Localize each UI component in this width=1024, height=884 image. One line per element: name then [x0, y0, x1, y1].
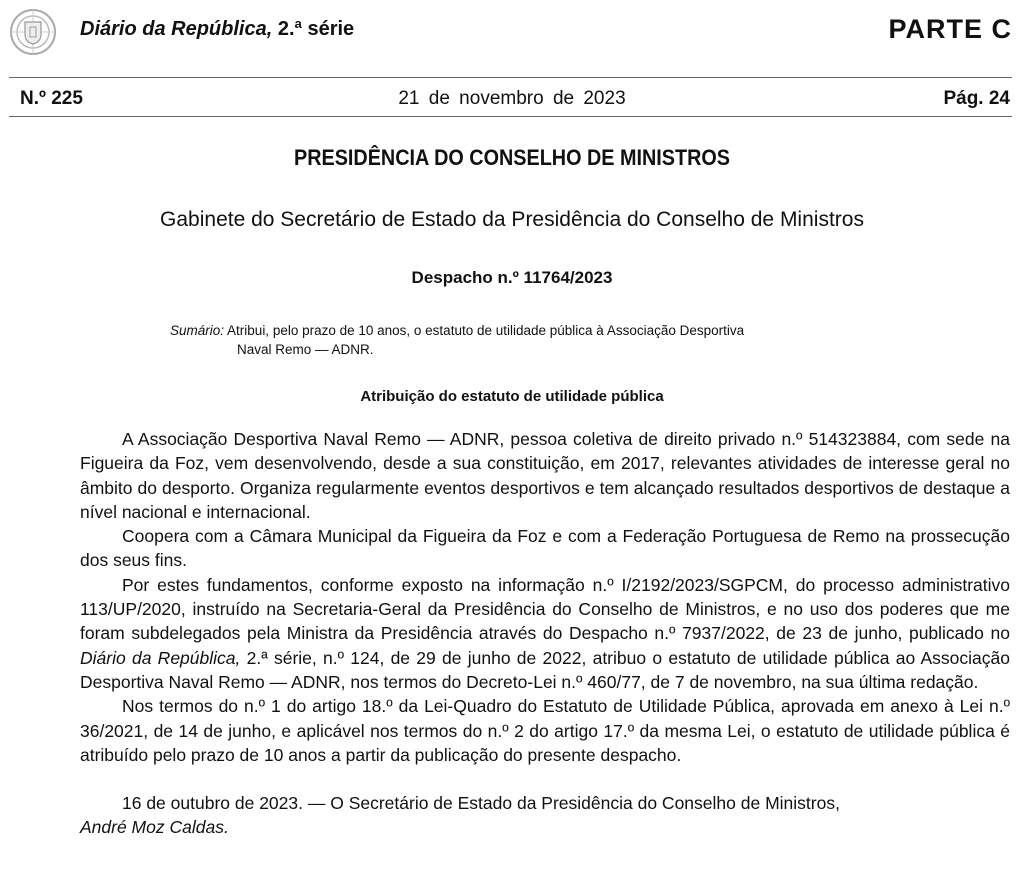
summary-text-line2: Naval Remo — ADNR. [237, 342, 374, 357]
signatory-name: André Moz Caldas. [80, 817, 229, 838]
signature-text: 16 de outubro de 2023. — O Secretário de Estado da Presidência do Conselho de Ministros, [122, 793, 840, 814]
summary-label: Sumário: [170, 323, 225, 338]
paragraph: Por estes fundamentos, conforme exposto na informação n.º I/2192/2023/SGPCM, do processo administrativo 113/UP/2020, instruído na Secretaria-Geral da Presidência do Conselho de Ministros, e no uso dos poderes que me foram subdelegados pela Ministra da Presidência através do Despacho n.º 7937/2022, de 23 de junho, publicado no Diário da República, 2.ª série, n.º 124, de 29 de junho de 2022, atribuo o estatuto de utilidade pública ao Associação Desportiva Naval Remo — ADNR, nos termos do Decreto-Lei n.º 460/77, de 7 de novembro, na sua última redação. [80, 574, 1010, 692]
document-body [80, 427, 1010, 840]
summary [170, 321, 890, 359]
office-heading: Gabinete do Secretário de Estado da Presidência do Conselho de Ministros [160, 208, 864, 231]
paragraph: Nos termos do n.º 1 do artigo 18.º da Lei-Quadro do Estatuto de Utilidade Pública, aprovada em anexo à Lei n.º 36/2021, de 14 de junho, e aplicável nos termos do n.º 2 do artigo 17.º da mesma Lei, o estatuto de utilidade pública é atribuído pelo prazo de 10 anos a partir da publicação do presente despacho. [80, 696, 1010, 765]
header-rule-top [9, 77, 1012, 78]
ministry-heading: PRESIDÊNCIA DO CONSELHO DE MINISTROS [293, 145, 730, 170]
part-label: PARTE C [888, 14, 1012, 44]
journal-title: Diário da República, 2.ª série [80, 18, 355, 40]
paragraph: A Associação Desportiva Naval Remo — ADNR, pessoa coletiva de direito privado n.º 514323884, com sede na Figueira da Foz, vem desenvolvendo, desde a sua constituição, em 2017, relevantes atividades de interesse geral no âmbito do desporto. Organiza regularmente eventos desportivos e tem alcançado resultados desportivos de destaque a nível nacional e internacional. [80, 429, 1010, 522]
section-title: Atribuição do estatuto de utilidade pública [360, 388, 664, 405]
header-rule-bottom [9, 116, 1012, 117]
summary-text-line1: Atribui, pelo prazo de 10 anos, o estatuto de utilidade pública à Associação Desportiva [227, 323, 745, 338]
issue-number: N.º 225 [20, 88, 83, 109]
issue-date: 21 de novembro de 2023 [398, 88, 626, 109]
page-number: Pág. 24 [943, 88, 1010, 109]
signature-block [80, 791, 1010, 840]
coat-of-arms-icon [9, 8, 57, 56]
paragraph: Coopera com a Câmara Municipal da Figueira da Foz e com a Federação Portuguesa de Remo na prossecução dos seus fins. [80, 526, 1010, 571]
document-title: Despacho n.º 11764/2023 [411, 268, 613, 287]
